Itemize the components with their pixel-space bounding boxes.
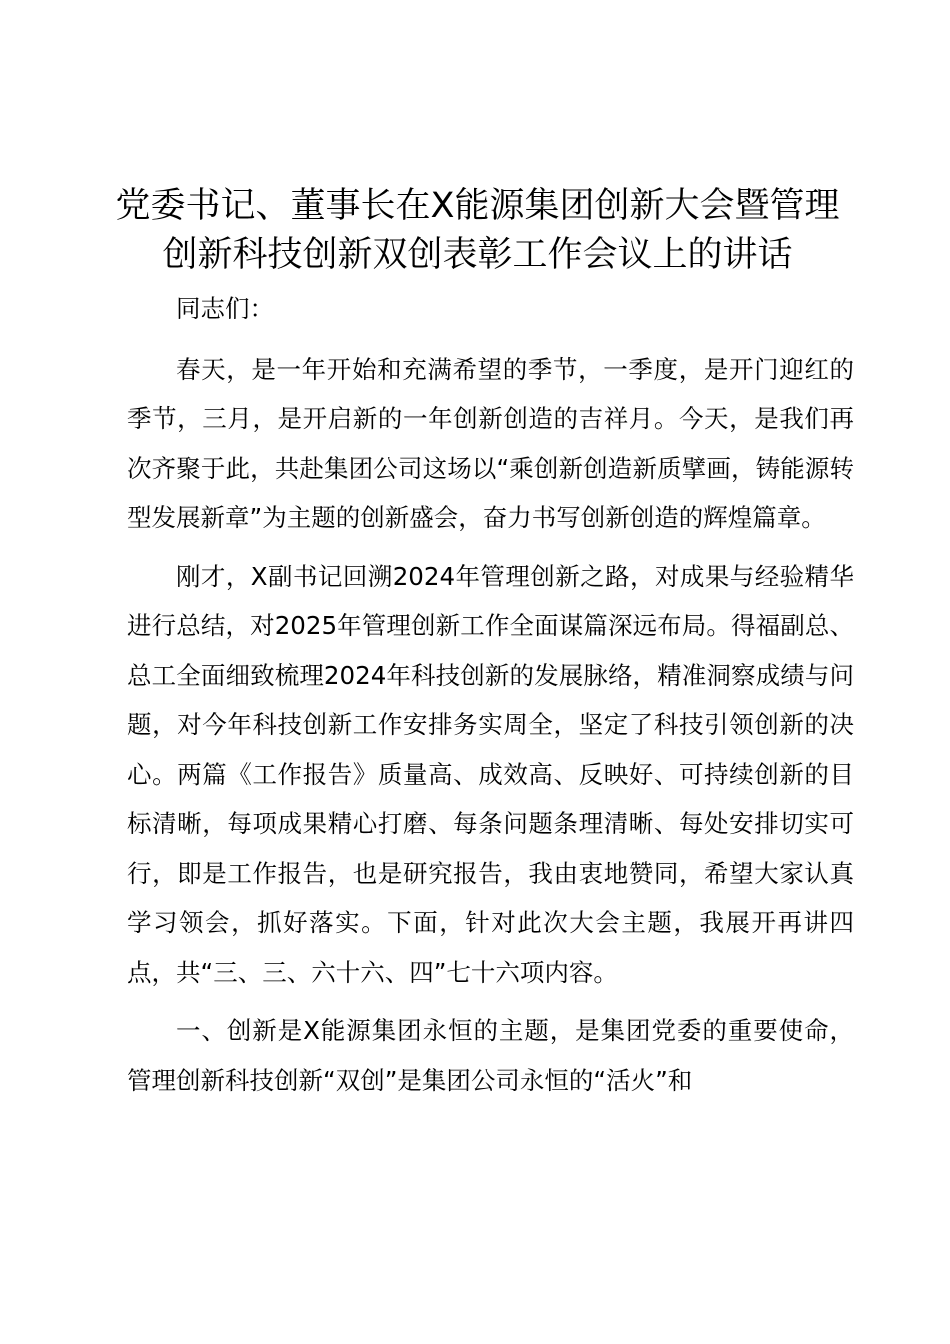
- salutation: 同志们：: [176, 294, 274, 323]
- document-body: [127, 284, 854, 1114]
- paragraph-1: 春天，是一年开始和充满希望的季节，一季度，是开门迎红的季节，三月，是开启新的一年创新创造的吉祥月。今天，是我们再次齐聚于此，共赴集团公司这场以“乘创新创造新质擘画，铸能源转型发展新章”为主题的创新盛会，奋力书写创新创造的辉煌篇章。: [127, 354, 854, 532]
- paragraph-2: 刚才，X副书记回溯2024年管理创新之路，对成果与经验精华进行总结，对2025年管理创新工作全面谋篇深远布局。得福副总、总工全面细致梳理2024年科技创新的发展脉络，精准洞察成绩与问题，对今年科技创新工作安排务实周全，坚定了科技引领创新的决心。两篇《工作报告》质量高、成效高、反映好、可持续创新的目标清晰，每项成果精心打磨、每条问题条理清晰、每处安排切实可行，即是工作报告，也是研究报告，我由衷地赞同，希望大家认真学习领会，抓好落实。下面，针对此次大会主题，我展开再讲四点，共“三、三、六十六、四”七十六项内容。: [127, 561, 854, 987]
- document-title: 党委书记、董事长在X能源集团创新大会暨管理创新科技创新双创表彰工作会议上的讲话: [115, 186, 840, 275]
- paragraph-3: 一、创新是X能源集团永恒的主题，是集团党委的重要使命，管理创新科技创新“双创”是集团公司永恒的“活火”和: [127, 1016, 854, 1095]
